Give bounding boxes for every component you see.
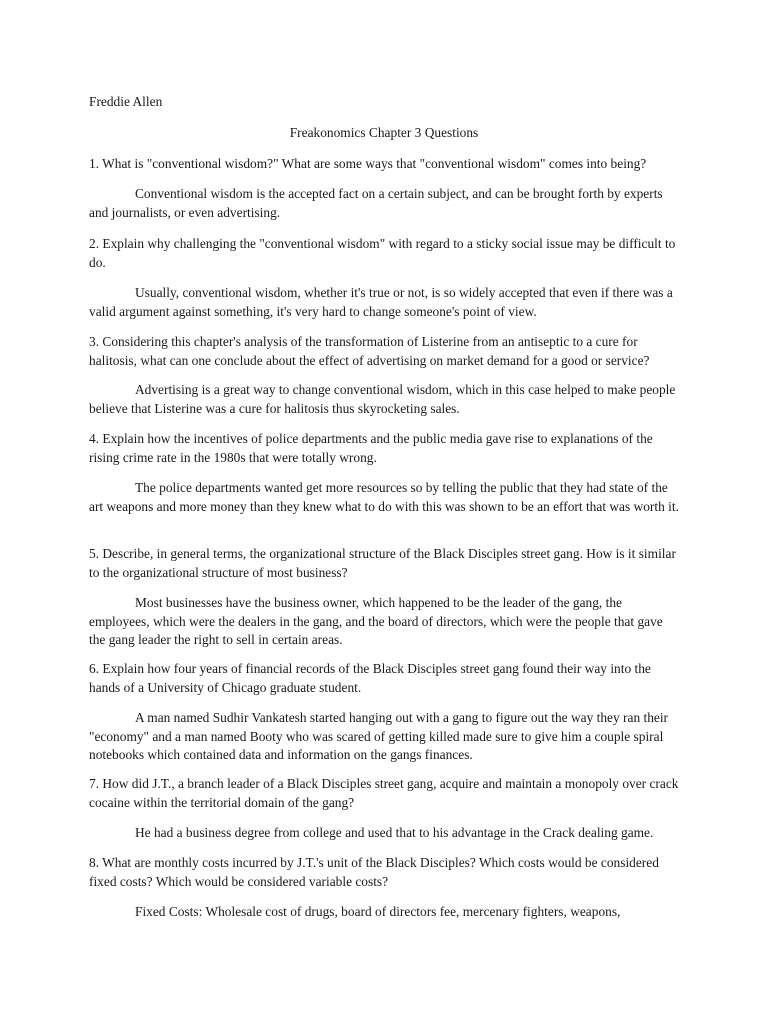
answer-4: The police departments wanted get more resources so by telling the public that they had state of the art weapons and more money than they knew what to do with this was shown to be an effort that was worth it. (89, 480, 679, 514)
question-1: 1. What is "conventional wisdom?" What are some ways that "conventional wisdom" comes into being? (89, 156, 647, 171)
answer-block-6 (89, 709, 679, 765)
answer-block-1 (89, 185, 679, 222)
question-7: 7. How did J.T., a branch leader of a Black Disciples street gang, acquire and maintain a monopoly over crack cocaine within the territorial domain of the gang? (89, 776, 679, 810)
answer-6: A man named Sudhir Vankatesh started hanging out with a gang to figure out the way they ran their "economy" and a man named Booty who was scared of getting killed made sure to give him a couple spiral notebooks which contained data and information on the gangs finances. (89, 710, 669, 762)
answer-3: Advertising is a great way to change conventional wisdom, which in this case helped to make people believe that Listerine was a cure for halitosis thus skyrocketing sales. (89, 382, 676, 416)
answer-block-4 (89, 479, 679, 516)
answer-5: Most businesses have the business owner, which happened to be the leader of the gang, the employees, which were the dealers in the gang, and the board of directors, which were the people that gave the gang leader the right to sell in certain areas. (89, 595, 663, 647)
answer-1: Conventional wisdom is the accepted fact on a certain subject, and can be brought forth by experts and journalists, or even advertising. (89, 186, 663, 220)
question-6: 6. Explain how four years of financial records of the Black Disciples street gang found their way into the hands of a University of Chicago graduate student. (89, 661, 651, 695)
qa-item-2 (89, 235, 679, 272)
document-title: Freakonomics Chapter 3 Questions (289, 125, 479, 140)
qa-item-8 (89, 854, 679, 891)
question-3: 3. Considering this chapter's analysis of the transformation of Listerine from an antiseptic to a cure for halitosis, what can one conclude about the effect of advertising on market demand for a good or service? (89, 334, 650, 368)
question-5: 5. Describe, in general terms, the organizational structure of the Black Disciples street gang. How is it similar to the organizational structure of most business? (89, 546, 676, 580)
question-8: 8. What are monthly costs incurred by J.T.'s unit of the Black Disciples? Which costs would be considered fixed costs? Which would be considered variable costs? (89, 855, 659, 889)
question-4: 4. Explain how the incentives of police departments and the public media gave rise to explanations of the rising crime rate in the 1980s that were totally wrong. (89, 431, 653, 465)
answer-block-8 (89, 903, 679, 922)
qa-item-7 (89, 775, 679, 812)
question-2: 2. Explain why challenging the "conventional wisdom" with regard to a sticky social issue may be difficult to do. (89, 236, 676, 270)
answer-block-3 (89, 381, 679, 418)
qa-item-6 (89, 660, 679, 697)
qa-item-3 (89, 333, 679, 370)
qa-item-1 (89, 155, 679, 174)
answer-7: He had a business degree from college and used that to his advantage in the Crack dealing game. (135, 825, 654, 840)
answer-8: Fixed Costs: Wholesale cost of drugs, board of directors fee, mercenary fighters, weapons, (135, 904, 621, 919)
qa-item-4 (89, 430, 679, 467)
answer-2: Usually, conventional wisdom, whether it's true or not, is so widely accepted that even if there was a valid argument against something, it's very hard to change someone's point of view. (89, 285, 673, 319)
qa-item-5 (89, 545, 679, 582)
answer-block-7 (89, 824, 679, 843)
author-name: Freddie Allen (89, 94, 163, 109)
answer-block-2 (89, 284, 679, 321)
answer-block-5 (89, 594, 679, 650)
